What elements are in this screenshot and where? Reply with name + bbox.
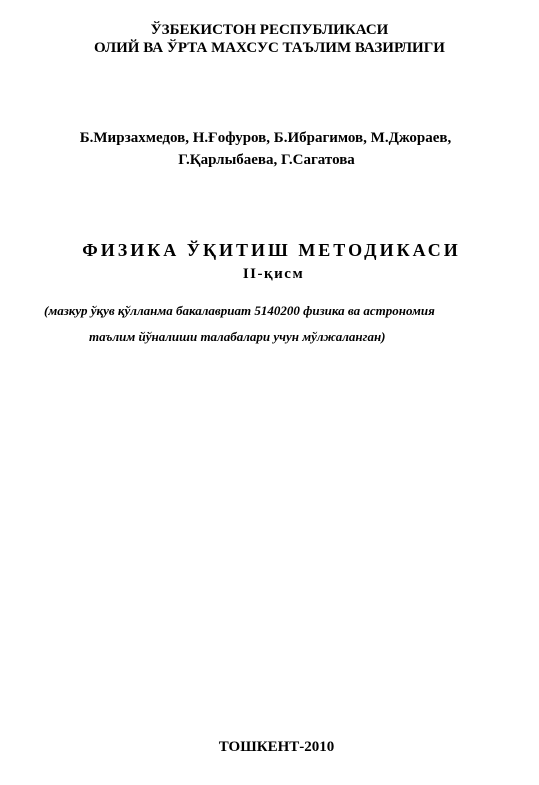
ministry-line-2: ОЛИЙ ВА ЎРТА МАХСУС ТАЪЛИМ ВАЗИРЛИГИ <box>94 40 445 56</box>
ministry-line-1: ЎЗБЕКИСТОН РЕСПУБЛИКАСИ <box>150 22 389 38</box>
book-title: ФИЗИКА ЎҚИТИШ МЕТОДИКАСИ <box>82 240 461 260</box>
city-year: ТОШКЕНТ-2010 <box>218 739 335 755</box>
book-note-line-1: (мазкур ўқув қўлланма бакалавриат 5140200 физика ва астрономия <box>44 303 435 318</box>
authors-line-2: Г.Қарлыбаева, Г.Сагатова <box>178 152 355 168</box>
authors-line-1: Б.Мирзахмедов, Н.Ғофуров, Б.Ибрагимов, М.Джораев, <box>79 130 452 146</box>
book-note-line-2: таълим йўналиши талабалари учун мўлжаланган) <box>89 329 386 344</box>
book-part: II-қисм <box>242 266 305 282</box>
